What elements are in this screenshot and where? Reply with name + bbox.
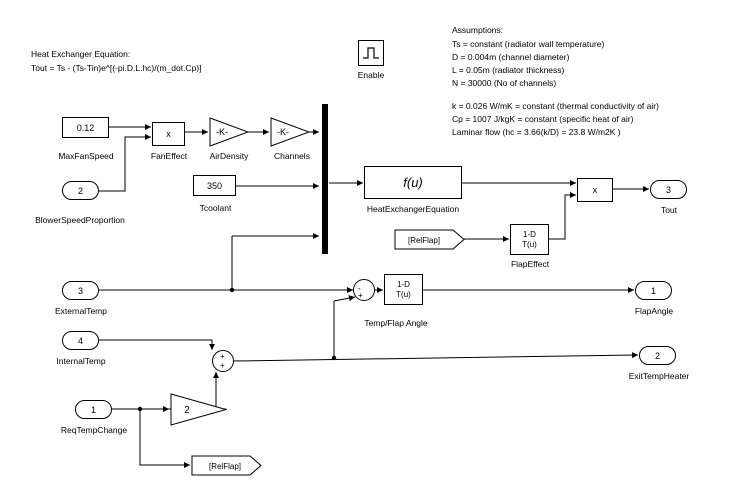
- flap-effect-caption: FlapEffect: [510, 259, 550, 269]
- equation-note-title: Heat Exchanger Equation:: [31, 49, 131, 59]
- tcoolant-block[interactable]: [193, 175, 236, 196]
- flap-angle-value: 1: [650, 285, 656, 296]
- equation-note-body: Tout = Ts - (Ts-Tin)e^[(-pi.D.L.hc)/(m_dot.Cp)]: [31, 63, 202, 73]
- fan-effect-block[interactable]: [152, 122, 185, 146]
- external-temp-port[interactable]: [62, 281, 99, 300]
- temp-flap-angle-line2: T(u): [396, 289, 411, 299]
- enable-pulse-icon: [362, 46, 380, 60]
- external-temp-value: 3: [77, 285, 83, 296]
- exit-temp-heater-port[interactable]: [639, 346, 676, 365]
- svg-text:-K-: -K-: [277, 127, 289, 137]
- flap-angle-caption: FlapAngle: [634, 306, 674, 316]
- fan-effect-value: x: [166, 129, 171, 139]
- constant-1: Cp = 1007 J/kgK = constant (specific heat of air): [452, 114, 634, 124]
- tout-product-block[interactable]: [577, 178, 613, 202]
- svg-text:-K-: -K-: [216, 127, 228, 137]
- svg-text:[RelFlap]: [RelFlap]: [208, 462, 242, 471]
- blower-speed-value: 2: [77, 185, 83, 196]
- blower-speed-caption: BlowerSpeedProportion: [35, 215, 125, 225]
- assumption-2: L = 0.05m (radiator thickness): [452, 65, 565, 75]
- external-temp-caption: ExternalTemp: [55, 306, 107, 316]
- svg-text:2: 2: [184, 405, 190, 416]
- max-fan-speed-value: 0.12: [76, 122, 95, 133]
- air-density-block[interactable]: [209, 117, 249, 147]
- exit-temp-heater-caption: ExitTempHeater: [628, 371, 690, 381]
- assumption-3: N = 30000 (No of channels): [452, 78, 557, 88]
- heat-exchanger-caption: HeatExchangerEquation: [366, 204, 460, 214]
- temp-flap-angle-caption: Temp/Flap Angle: [364, 318, 428, 328]
- tcoolant-value: 350: [206, 180, 223, 191]
- enable-block[interactable]: [358, 40, 384, 66]
- req-temp-change-value: 1: [90, 404, 96, 415]
- assumption-0: Ts = constant (radiator wall temperature): [452, 39, 605, 49]
- fan-effect-caption: FanEffect: [150, 151, 188, 161]
- internal-temp-caption: InternalTemp: [56, 356, 106, 366]
- constant-0: k = 0.026 W/mK = constant (thermal conductivity of air): [452, 101, 659, 111]
- channels-block[interactable]: [270, 117, 310, 147]
- flap-effect-line2: T(u): [522, 239, 537, 249]
- tout-port[interactable]: [650, 180, 687, 199]
- max-fan-speed-caption: MaxFanSpeed: [58, 151, 114, 161]
- heat-exchanger-equation-block[interactable]: [364, 166, 462, 199]
- exit-temp-heater-value: 2: [654, 350, 660, 361]
- air-density-caption: AirDensity: [209, 151, 249, 161]
- channels-caption: Channels: [274, 151, 310, 161]
- internal-temp-value: 4: [77, 335, 83, 346]
- flap-effect-block[interactable]: [510, 224, 549, 255]
- temp-flap-angle-line1: 1-D: [397, 279, 410, 289]
- rel-flap-from-tag[interactable]: [394, 229, 465, 250]
- internal-temp-port[interactable]: [62, 331, 99, 350]
- sum-minus-block[interactable]: [353, 279, 375, 301]
- sum-plus-sign-top: +: [220, 352, 225, 361]
- assumptions-title: Assumptions:: [452, 25, 504, 35]
- mux-bar[interactable]: [322, 104, 328, 254]
- enable-caption: Enable: [357, 70, 385, 80]
- tout-product-value: x: [592, 185, 598, 195]
- sum-minus-sign-bottom: +: [358, 291, 363, 300]
- sum-plus-block[interactable]: [212, 350, 234, 372]
- sum-plus-sign-bottom: +: [220, 361, 225, 370]
- flap-angle-port[interactable]: [635, 281, 672, 300]
- sum-minus-sign-top: -: [358, 284, 361, 293]
- rel-flap-goto-tag[interactable]: [191, 455, 262, 476]
- req-temp-change-caption: ReqTempChange: [60, 425, 128, 435]
- blower-speed-port[interactable]: [62, 181, 99, 200]
- gain-two-block[interactable]: [170, 393, 227, 426]
- temp-flap-angle-block[interactable]: [384, 274, 423, 305]
- tcoolant-caption: Tcoolant: [199, 203, 232, 213]
- svg-text:[RelFlap]: [RelFlap]: [407, 236, 441, 245]
- tout-caption: Tout: [660, 205, 678, 215]
- assumption-1: D = 0.004m (channel diameter): [452, 52, 570, 62]
- max-fan-speed-block[interactable]: [62, 117, 109, 138]
- tout-port-value: 3: [665, 184, 671, 195]
- req-temp-change-port[interactable]: [75, 400, 112, 419]
- flap-effect-line1: 1-D: [523, 229, 536, 239]
- constant-2: Laminar flow (hc = 3.66(k/D) = 23.8 W/m2K ): [452, 127, 621, 137]
- heat-exchanger-value: f(u): [403, 175, 423, 190]
